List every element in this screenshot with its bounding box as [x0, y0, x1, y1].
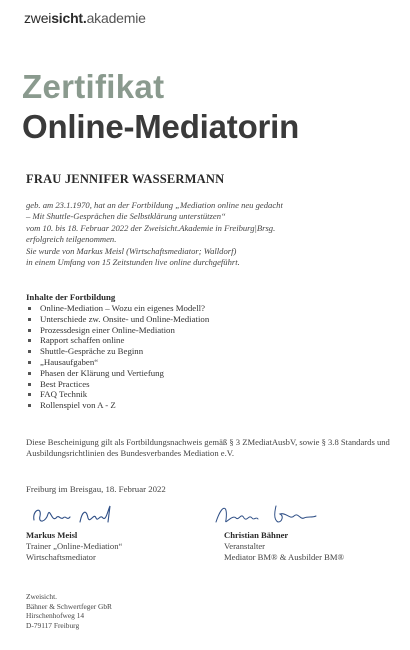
address-line: Hirschenhofweg 14 [26, 611, 85, 620]
contents-heading: Inhalte der Fortbildung [26, 292, 116, 302]
note-line: Diese Bescheinigung gilt als Fortbildungsnachweis gemäß § 3 ZMediatAusbV, sowie § 3.8 Standards und [26, 437, 390, 447]
intro-line: vom 10. bis 18. Februar 2022 der Zweisicht.Akademie in Freiburg|Brsg. [26, 222, 276, 233]
address-line: D-79117 Freiburg [26, 620, 80, 630]
brand-logo [24, 10, 146, 26]
signer-baehner [224, 530, 344, 563]
list-item: Shuttle-Gespräche zu Beginn [26, 346, 386, 357]
certification-note [26, 437, 398, 459]
intro-line: in einem Umfang von 15 Zeitstunden live online durchgeführt. [26, 257, 240, 268]
brand-logo-part1: zwei [24, 10, 52, 26]
certificate-title: Zertifikat [22, 68, 165, 105]
address-line: Bähner & Schwertfeger GbR [26, 601, 112, 611]
contents-list [26, 303, 386, 411]
list-item: Best Practices [26, 379, 386, 390]
list-item: FAQ Technik [26, 389, 386, 400]
note-line: Ausbildungsrichtlinien des Bundesverbandes Mediation e.V. [26, 448, 234, 458]
list-item: Phasen der Klärung und Vertiefung [26, 368, 386, 379]
intro-line: erfolgreich teilgenommen. [26, 234, 117, 245]
address-line: Zweisicht. [26, 592, 57, 601]
intro-text [26, 200, 386, 268]
signer-name: Christian Bähner [224, 530, 289, 540]
signer-role: Veranstalter [224, 541, 266, 551]
signer-name: Markus Meisl [26, 530, 78, 540]
intro-line: geb. am 23.1.1970, hat an der Fortbildung „Mediation online neu gedacht [26, 200, 283, 210]
issuer-address [26, 592, 112, 630]
certificate-subtitle: Online-Mediatorin [22, 108, 300, 145]
list-item: „Hausaufgaben“ [26, 357, 386, 368]
list-item: Rollenspiel von A - Z [26, 400, 386, 411]
signature-meisl [28, 500, 128, 530]
signer-role: Wirtschaftsmediator [26, 552, 96, 562]
signature-baehner [212, 500, 332, 530]
list-item: Unterschiede zw. Onsite- und Online-Mediation [26, 314, 386, 325]
brand-logo-part2: sicht. [51, 10, 87, 26]
signer-role: Mediator BM® & Ausbilder BM® [224, 552, 345, 562]
list-item: Prozessdesign einer Online-Mediation [26, 325, 386, 336]
list-item: Rapport schaffen online [26, 335, 386, 346]
recipient-name: FRAU JENNIFER WASSERMANN [26, 172, 225, 186]
course-contents [26, 292, 386, 411]
list-item: Online-Mediation – Wozu ein eigenes Modell? [26, 303, 386, 314]
place-date: Freiburg im Breisgau, 18. Februar 2022 [26, 484, 166, 494]
signer-role: Trainer „Online-Mediation“ [26, 541, 123, 551]
intro-line: – Mit Shuttle-Gesprächen die Selbstklärung unterstützen“ [26, 211, 226, 222]
signer-meisl [26, 530, 122, 563]
brand-logo-part3: akademie [86, 10, 146, 26]
intro-line: Sie wurde von Markus Meisl (Wirtschaftsmediator; Walldorf) [26, 245, 237, 256]
